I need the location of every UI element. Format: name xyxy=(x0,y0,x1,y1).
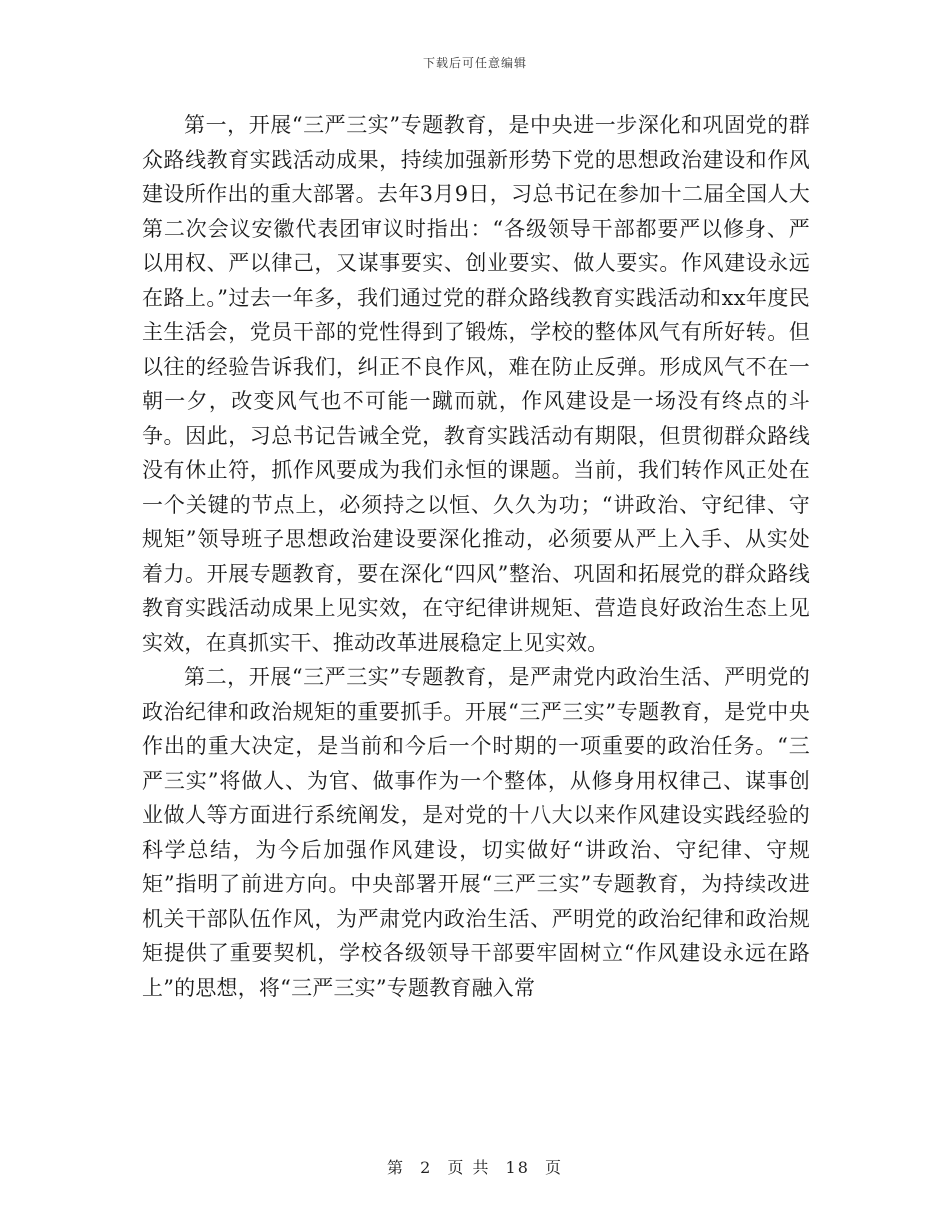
page-mid: 页 共 xyxy=(447,1158,491,1177)
page-header: 下载后可任意编辑 xyxy=(422,56,527,70)
page-footer xyxy=(0,1155,950,1178)
paragraph-second: 第二，开展“三严三实”专题教育，是严肃党内政治生活、严明党的政治纪律和政治规矩的重要抓手。开展“三严三实”专题教育，是党中央作出的重大决定，是当前和今后一个时期的一项重要的政治任务。“三严三实”将做人、为官、做事作为一个整体，从修身用权律己、谋事创业做人等方面进行系统阐发，是对党的十八大以来作风建设实践经验的科学总结，为今后加强作风建设，切实做好“讲政治、守纪律、守规矩”指明了前进方向。中央部署开展“三严三实”专题教育，为持续改进机关干部队伍作风，为严肃党内政治生活、严明党的政治纪律和政治规矩提供了重要契机，学校各级领导干部要牢固树立“作风建设永远在路上”的思想，将“三严三实”专题教育融入常 xyxy=(142,665,810,1000)
paragraph-first: 第一，开展“三严三实”专题教育，是中央进一步深化和巩固党的群众路线教育实践活动成果，持续加强新形势下党的思想政治建设和作风建设所作出的重大部署。去年3月9日，习总书记在参加十二届全国人大第二次会议安徽代表团审议时指出：“各级领导干部都要严以修身、严以用权、严以律己，又谋事要实、创业要实、做人要实。作风建设永远在路上。”过去一年多，我们通过党的群众路线教育实践活动和xx年度民主生活会，党员干部的党性得到了锻炼，学校的整体风气有所好转。但以往的经验告诉我们，纠正不良作风，难在防止反弹。形成风气不在一朝一夕，改变风气也不可能一蹴而就，作风建设是一场没有终点的斗争。因此，习总书记告诫全党，教育实践活动有期限，但贯彻群众路线没有休止符，抓作风要成为我们永恒的课题。当前，我们转作风正处在一个关键的节点上，必须持之以恒、久久为功；“讲政治、守纪律、守规矩”领导班子思想政治建设要深化推动，必须要从严上入手、从实处着力。开展专题教育，要在深化“四风”整治、巩固和拓展党的群众路线教育实践活动成果上见实效，在守纪律讲规矩、营造良好政治生态上见实效，在真抓实干、推动改革进展稳定上见实效。 xyxy=(142,113,810,655)
page-suffix: 页 xyxy=(545,1158,564,1177)
document-body xyxy=(142,108,810,1005)
page-total: 18 xyxy=(505,1158,530,1177)
page-current: 2 xyxy=(420,1158,433,1177)
page-prefix: 第 xyxy=(386,1158,405,1177)
